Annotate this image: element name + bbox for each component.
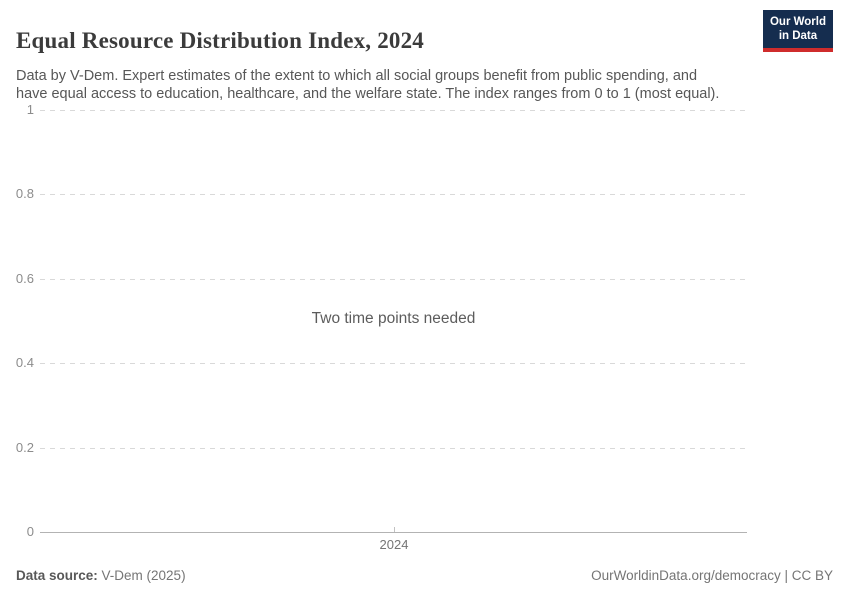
data-source-label: Data source: <box>16 568 98 583</box>
data-source-note <box>16 568 186 583</box>
credit-line: OurWorldinData.org/democracy | CC BY <box>591 568 833 583</box>
owid-logo-line2: in Data <box>778 29 818 42</box>
gridline <box>40 194 747 195</box>
gridline <box>40 279 747 280</box>
y-axis-tick-label: 0.8 <box>15 186 34 201</box>
gridline <box>40 110 747 111</box>
y-axis-tick-label: 0 <box>26 524 34 539</box>
x-axis-tick-label: 2024 <box>379 537 409 552</box>
y-axis-tick-label: 0.2 <box>15 440 34 455</box>
y-axis-tick-label: 0.6 <box>15 271 34 286</box>
empty-state-message: Two time points needed <box>311 310 476 327</box>
owid-logo-line1: Our World <box>769 16 826 28</box>
gridline <box>40 363 747 364</box>
gridline <box>40 448 747 449</box>
chart-subtitle: Data by V-Dem. Expert estimates of the extent to which all social groups benefit from public spending, and have equal access to education, healthcare, and the welfare state. The index ranges from 0 to 1 (most equal). <box>16 67 720 102</box>
y-axis-tick-label: 1 <box>26 102 34 117</box>
x-axis-tick-mark <box>394 527 395 532</box>
chart-title: Equal Resource Distribution Index, 2024 <box>16 28 425 54</box>
data-source-value: V-Dem (2025) <box>97 568 186 583</box>
y-axis-tick-label: 0.4 <box>15 355 34 370</box>
x-axis-line <box>40 532 747 533</box>
